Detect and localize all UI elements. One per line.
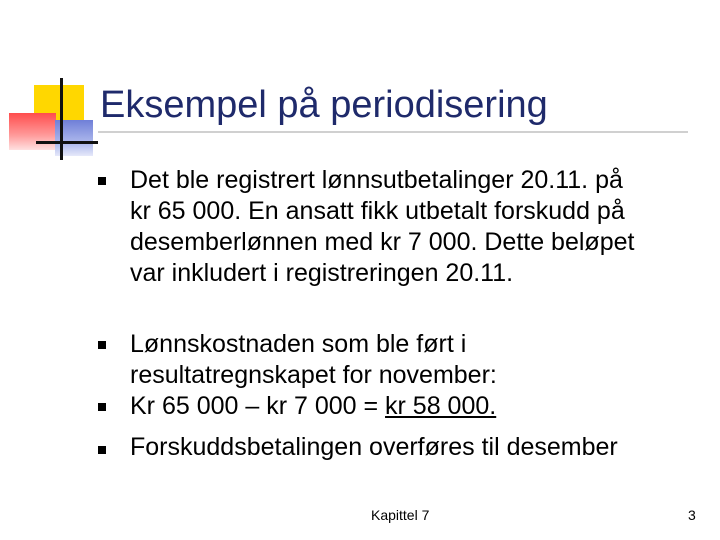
decor-vertical-line <box>60 78 63 160</box>
decor-horizontal-line <box>36 141 98 144</box>
bullet-square-icon <box>98 446 106 454</box>
bullet-1-line-3: desemberlønnen med kr 7 000. Dette beløpet <box>130 228 635 256</box>
bullet-1-line-4: var inkludert i registreringen 20.11. <box>130 259 514 287</box>
bullet-1-line-1: Det ble registrert lønnsutbetalinger 20.11. på <box>130 166 623 194</box>
bullet-4: Forskuddsbetalingen overføres til desember <box>130 433 618 461</box>
decor-red-square <box>9 113 56 150</box>
bullet-3-calculation: Kr 65 000 – kr 7 000 = <box>130 392 386 420</box>
bullet-square-icon <box>98 403 106 411</box>
footer-chapter: Kapittel 7 <box>371 507 430 523</box>
slide-title: Eksempel på periodisering <box>100 84 548 126</box>
bullet-2-line-2: resultatregnskapet for november: <box>130 361 497 389</box>
page-number: 3 <box>688 507 696 523</box>
bullet-square-icon <box>98 177 106 185</box>
bullet-1-line-2: kr 65 000. En ansatt fikk utbetalt forskudd på <box>130 197 625 225</box>
bullet-2-line-1: Lønnskostnaden som ble ført i <box>130 330 467 358</box>
bullet-3-result: kr 58 000. <box>385 392 497 420</box>
bullet-3 <box>130 391 496 422</box>
bullet-square-icon <box>98 341 106 349</box>
title-underline-rule <box>98 131 688 133</box>
